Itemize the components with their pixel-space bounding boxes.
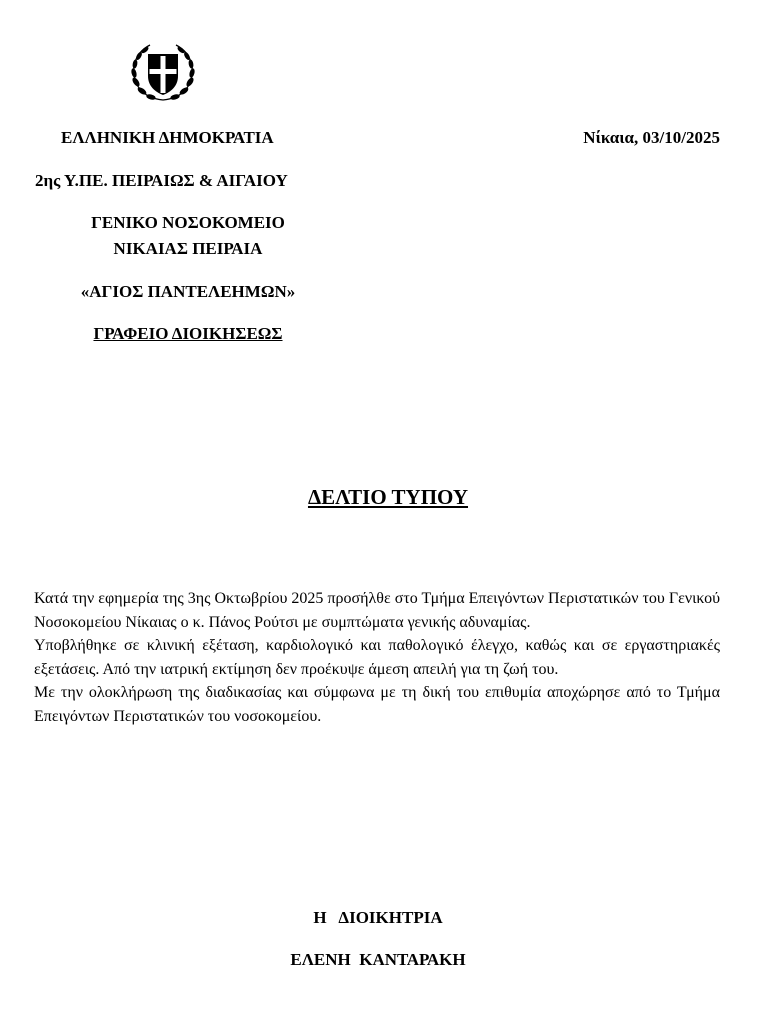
greek-state-emblem-icon — [128, 42, 198, 104]
paragraph-3: Με την ολοκλήρωση της διαδικασίας και σύμφωνα με τη δική του επιθυμία αποχώρησε από το Τμήμα Επειγόντων Περιστατικών του νοσοκομείου. — [34, 684, 720, 725]
hospital-name: «ΑΓΙΟΣ ΠΑΝΤΕΛΕΗΜΩΝ» — [80, 282, 296, 301]
paragraph-1: Κατά την εφημερία της 3ης Οκτωβρίου 2025 προσήλθε στο Τμήμα Επειγόντων Περιστατικών του Γενικού Νοσοκομείου Νίκαιας ο κ. Πάνος Ρούτσι με συμπτώματα γενικής αδυναμίας. — [34, 590, 720, 631]
document-title: ΔΕΛΤΙΟ ΤΥΠΟΥ — [307, 485, 469, 509]
signatory-role: Η ΔΙΟΙΚΗΤΡΙΑ — [313, 908, 443, 927]
signatory-name: ΕΛΕΝΗ ΚΑΝΤΑΡΑΚΗ — [290, 950, 466, 969]
hospital-line-2: ΝΙΚΑΙΑΣ ΠΕΙΡΑΙΑ — [113, 239, 263, 258]
press-release-body — [34, 587, 720, 728]
paragraph-2: Υποβλήθηκε σε κλινική εξέταση, καρδιολογικό και παθολογικό έλεγχο, καθώς και σε εργαστηριακές εξετάσεις. Από την ιατρική εκτίμηση δεν προέκυψε άμεση απειλή για τη ζωή του. — [34, 637, 720, 678]
office-name: ΓΡΑΦΕΙΟ ΔΙΟΙΚΗΣΕΩΣ — [93, 324, 283, 343]
hospital-line-1: ΓΕΝΙΚΟ ΝΟΣΟΚΟΜΕΙΟ — [91, 213, 285, 232]
place-date: Νίκαια, 03/10/2025 — [583, 128, 720, 147]
health-region: 2ης Υ.ΠΕ. ΠΕΙΡΑΙΩΣ & ΑΙΓΑΙΟΥ — [35, 171, 288, 190]
republic-heading: ΕΛΛΗΝΙΚΗ ΔΗΜΟΚΡΑΤΙΑ — [61, 128, 274, 147]
